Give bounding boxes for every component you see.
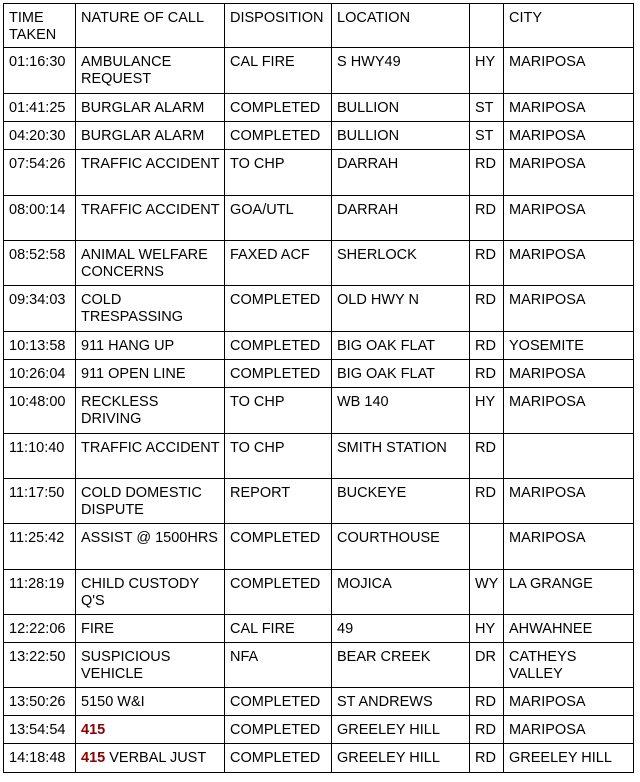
cell-nature [76,524,225,570]
nature-text: 5150 W&I [81,694,145,710]
cell-time: 07:54:26 [4,150,76,196]
table-row [4,744,634,773]
header-row [4,4,634,48]
cell-nature [76,241,225,286]
table-row [4,716,634,744]
cell-time: 10:26:04 [4,360,76,388]
cell-disposition: COMPLETED [225,122,332,150]
cell-disposition: COMPLETED [225,570,332,615]
cell-city: AHWAHNEE [504,615,634,643]
table-row [4,479,634,524]
cell-city: MARIPOSA [504,122,634,150]
cell-location: DARRAH [332,150,470,196]
cell-disposition: CAL FIRE [225,48,332,94]
table-row [4,434,634,479]
nature-code: 415 [81,750,106,766]
cell-location: WB 140 [332,388,470,434]
cell-suffix: ST [470,122,504,150]
cell-nature [76,643,225,688]
cell-suffix: WY [470,570,504,615]
table-row [4,615,634,643]
cell-city [504,434,634,479]
cell-disposition: TO CHP [225,150,332,196]
cell-nature [76,122,225,150]
cell-city: MARIPOSA [504,241,634,286]
header-nature: NATURE OF CALL [76,4,225,48]
table-row [4,360,634,388]
cell-location: 49 [332,615,470,643]
cell-location: ST ANDREWS [332,688,470,716]
cell-city: MARIPOSA [504,196,634,241]
cell-nature [76,744,225,773]
cell-time: 13:54:54 [4,716,76,744]
cell-suffix: RD [470,479,504,524]
nature-text: TRAFFIC ACCIDENT [81,440,220,456]
cell-disposition: TO CHP [225,388,332,434]
cell-location: BUCKEYE [332,479,470,524]
cell-disposition: FAXED ACF [225,241,332,286]
nature-text: 911 HANG UP [81,338,175,354]
cell-location: BEAR CREEK [332,643,470,688]
cell-city: MARIPOSA [504,360,634,388]
table-row [4,570,634,615]
cell-time: 04:20:30 [4,122,76,150]
cell-suffix: HY [470,388,504,434]
cell-nature [76,94,225,122]
cell-disposition: GOA/UTL [225,196,332,241]
cell-location: BIG OAK FLAT [332,332,470,360]
cell-suffix: RD [470,241,504,286]
table-row [4,524,634,570]
cell-nature [76,716,225,744]
cell-time: 11:17:50 [4,479,76,524]
cell-location: S HWY49 [332,48,470,94]
cell-nature [76,615,225,643]
table-row [4,688,634,716]
cell-city: GREELEY HILL [504,744,634,773]
table-row [4,150,634,196]
cell-time: 10:48:00 [4,388,76,434]
nature-text: ASSIST @ 1500HRS [81,530,218,546]
cell-suffix: RD [470,286,504,332]
cell-disposition: NFA [225,643,332,688]
cell-nature [76,332,225,360]
cell-time: 10:13:58 [4,332,76,360]
cell-city: MARIPOSA [504,524,634,570]
nature-text: COLD DOMESTIC DISPUTE [81,485,206,518]
cell-suffix: RD [470,744,504,773]
cell-suffix [470,524,504,570]
cell-time: 12:22:06 [4,615,76,643]
cell-time: 01:16:30 [4,48,76,94]
nature-text: RECKLESS DRIVING [81,394,163,427]
nature-text: CHILD CUSTODY Q'S [81,576,203,609]
cell-time: 11:10:40 [4,434,76,479]
nature-text: ANIMAL WELFARE CONCERNS [81,247,212,280]
nature-text: TRAFFIC ACCIDENT [81,156,220,172]
cell-suffix: RD [470,196,504,241]
cell-location: DARRAH [332,196,470,241]
header-city: CITY [504,4,634,48]
cell-time: 08:00:14 [4,196,76,241]
cell-location: BULLION [332,94,470,122]
nature-text: TRAFFIC ACCIDENT [81,202,220,218]
nature-text: AMBULANCE REQUEST [81,54,176,87]
cell-city: MARIPOSA [504,716,634,744]
cell-disposition: COMPLETED [225,94,332,122]
cell-time: 14:18:48 [4,744,76,773]
cell-location: BIG OAK FLAT [332,360,470,388]
cell-time: 11:25:42 [4,524,76,570]
call-log-body [4,4,634,773]
cell-time: 13:50:26 [4,688,76,716]
nature-text: VERBAL JUST [105,750,207,766]
cell-disposition: CAL FIRE [225,615,332,643]
cell-location: MOJICA [332,570,470,615]
cell-time: 08:52:58 [4,241,76,286]
cell-suffix: HY [470,615,504,643]
cell-suffix: RD [470,688,504,716]
table-row [4,388,634,434]
cell-city: MARIPOSA [504,150,634,196]
cell-location: GREELEY HILL [332,716,470,744]
cell-time: 01:41:25 [4,94,76,122]
header-time: TIME TAKEN [4,4,76,48]
cell-location: OLD HWY N [332,286,470,332]
cell-nature [76,196,225,241]
cell-disposition: COMPLETED [225,744,332,773]
cell-location: SHERLOCK [332,241,470,286]
nature-text: 911 OPEN LINE [81,366,186,382]
cell-city: MARIPOSA [504,688,634,716]
cell-nature [76,388,225,434]
cell-nature [76,570,225,615]
cell-city: YOSEMITE [504,332,634,360]
nature-text: COLD TRESPASSING [81,292,184,325]
table-row [4,122,634,150]
cell-nature [76,286,225,332]
table-row [4,286,634,332]
cell-suffix: RD [470,360,504,388]
cell-nature [76,150,225,196]
header-suffix [470,4,504,48]
header-disposition: DISPOSITION [225,4,332,48]
cell-nature [76,688,225,716]
cell-city: MARIPOSA [504,479,634,524]
table-row [4,643,634,688]
cell-disposition: COMPLETED [225,332,332,360]
nature-code: 415 [81,722,106,738]
cell-suffix: RD [470,150,504,196]
cell-disposition: COMPLETED [225,524,332,570]
cell-suffix: HY [470,48,504,94]
cell-time: 13:22:50 [4,643,76,688]
cell-city: MARIPOSA [504,286,634,332]
cell-disposition: COMPLETED [225,716,332,744]
cell-nature [76,479,225,524]
cell-location: BULLION [332,122,470,150]
cell-nature [76,434,225,479]
cell-disposition: REPORT [225,479,332,524]
cell-disposition: TO CHP [225,434,332,479]
table-row [4,196,634,241]
table-row [4,241,634,286]
nature-text: BURGLAR ALARM [81,128,205,144]
table-row [4,332,634,360]
cell-location: GREELEY HILL [332,744,470,773]
cell-time: 11:28:19 [4,570,76,615]
cell-suffix: RD [470,332,504,360]
nature-text: SUSPICIOUS VEHICLE [81,649,175,682]
cell-disposition: COMPLETED [225,688,332,716]
cell-nature [76,360,225,388]
cell-suffix: DR [470,643,504,688]
cell-suffix: ST [470,94,504,122]
cell-city: CATHEYS VALLEY [504,643,634,688]
table-row [4,48,634,94]
cell-location: SMITH STATION [332,434,470,479]
table-row [4,94,634,122]
cell-suffix: RD [470,434,504,479]
cell-nature [76,48,225,94]
cell-city: LA GRANGE [504,570,634,615]
nature-text: FIRE [81,621,115,637]
header-location: LOCATION [332,4,470,48]
cell-city: MARIPOSA [504,48,634,94]
cell-location: COURTHOUSE [332,524,470,570]
cell-suffix: RD [470,716,504,744]
cell-disposition: COMPLETED [225,286,332,332]
cell-city: MARIPOSA [504,94,634,122]
cell-time: 09:34:03 [4,286,76,332]
cell-city: MARIPOSA [504,388,634,434]
cell-disposition: COMPLETED [225,360,332,388]
nature-text: BURGLAR ALARM [81,100,205,116]
call-log-table [3,3,634,773]
